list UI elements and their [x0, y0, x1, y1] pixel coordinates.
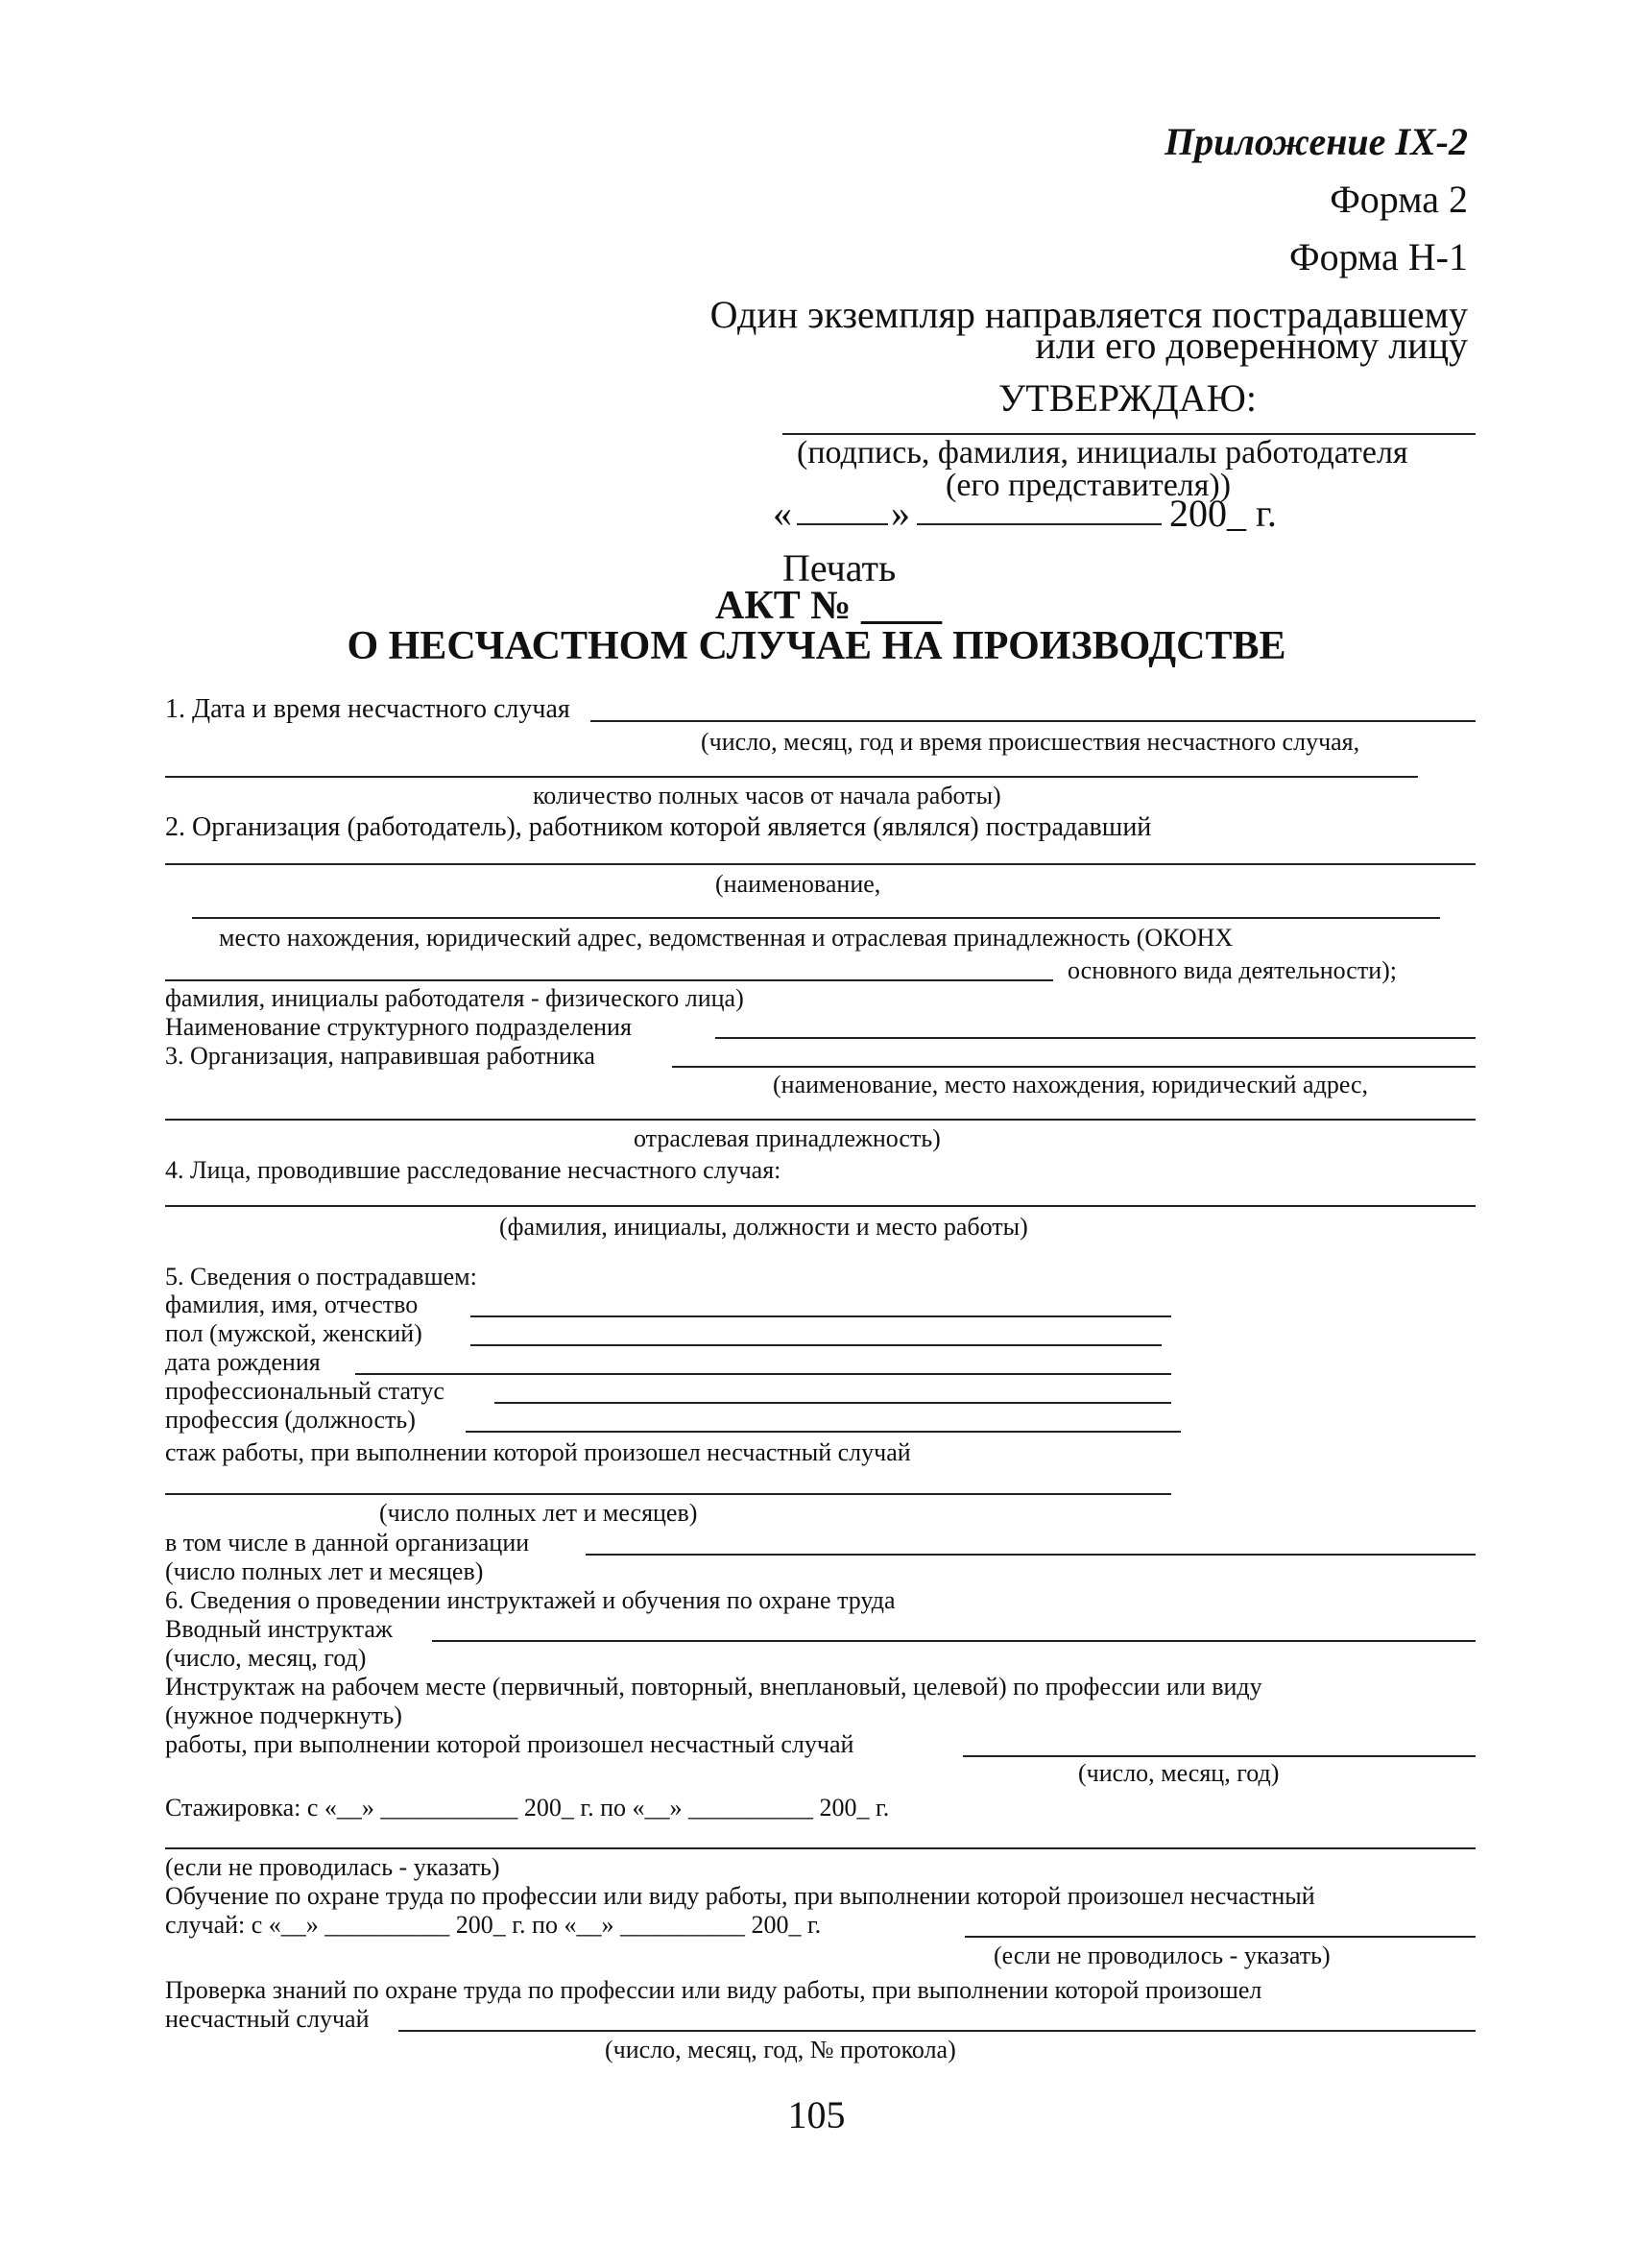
field-6-work-line-1: Инструктаж на рабочем месте (первичный, повторный, внеплановый, целевой) по профессии или виду: [165, 1673, 1262, 1701]
page-number: 105: [787, 2093, 846, 2136]
act-number: АКТ № ____: [715, 584, 943, 628]
field-5-profession-label: профессия (должность): [165, 1406, 416, 1434]
field-6-intro-label: Вводный инструктаж: [165, 1615, 393, 1643]
field-6-training-line-2: случай: с «__» __________ 200_ г. по «__» __________ 200_ г.: [165, 1911, 822, 1939]
field-6-internship-line: [165, 1847, 1476, 1849]
date-year: 200_ г.: [1169, 492, 1277, 535]
field-5-label: 5. Сведения о пострадавшем:: [165, 1263, 477, 1291]
field-2-hint-3: основного вида деятельности);: [1068, 956, 1397, 984]
field-1-line: [590, 720, 1476, 722]
date-day-line: [797, 523, 888, 525]
field-5-status-line: [494, 1402, 1171, 1404]
date-month-line: [917, 523, 1162, 525]
field-3-line: [672, 1066, 1476, 1068]
field-1-label: 1. Дата и время несчастного случая: [165, 694, 570, 724]
field-5-experience-line: [165, 1493, 1171, 1495]
form-2-label: Форма 2: [1330, 178, 1468, 221]
field-6-check-hint: (число, месяц, год, № протокола): [605, 2036, 956, 2063]
field-6-training-line: [965, 1936, 1476, 1938]
approve-heading: УТВЕРЖДАЮ:: [998, 376, 1257, 420]
field-4-label: 4. Лица, проводившие расследование несчастного случая:: [165, 1156, 781, 1184]
field-6-internship-hint: (если не проводилась - указать): [165, 1853, 500, 1881]
field-3-label: 3. Организация, направившая работника: [165, 1042, 595, 1070]
field-2-line-2: [192, 917, 1440, 919]
field-6-internship: Стажировка: с «__» ___________ 200_ г. по «__» __________ 200_ г.: [165, 1794, 890, 1822]
field-6-check-line-1: Проверка знаний по охране труда по профессии или виду работы, при выполнении которой произошел: [165, 1976, 1262, 2004]
field-2-label: 2. Организация (работодатель), работником которой является (являлся) пострадавший: [165, 812, 1152, 842]
appendix-label: Приложение IX-2: [1165, 120, 1468, 163]
field-1-hint-2: количество полных часов от начала работы): [533, 782, 1001, 809]
signature-hint-2: (его представителя)): [946, 468, 1232, 503]
field-6-training-line-1: Обучение по охране труда по профессии или виду работы, при выполнении которой произошел несчастный: [165, 1882, 1315, 1910]
field-6-intro-hint: (число, месяц, год): [165, 1644, 367, 1672]
copy-note-line-1: Один экземпляр направляется пострадавшему: [709, 293, 1468, 336]
field-1-line-2: [165, 776, 1418, 778]
field-5-in-org-label: в том числе в данной организации: [165, 1529, 530, 1556]
field-6-intro-line: [432, 1640, 1476, 1642]
field-6-work-line: [963, 1755, 1476, 1757]
field-2-hint-4: фамилия, инициалы работодателя - физического лица): [165, 984, 744, 1012]
field-4-hint: (фамилия, инициалы, должности и место работы): [499, 1213, 1028, 1241]
field-1-hint-1: (число, месяц, год и время происшествия несчастного случая,: [701, 728, 1360, 756]
field-5-name-label: фамилия, имя, отчество: [165, 1291, 419, 1318]
field-6-label: 6. Сведения о проведении инструктажей и обучения по охране труда: [165, 1586, 896, 1614]
field-6-training-hint: (если не проводилось - указать): [994, 1942, 1331, 1969]
field-5-in-org-hint: (число полных лет и месяцев): [165, 1557, 484, 1585]
field-6-check-line: [398, 2030, 1476, 2032]
field-5-profession-line: [466, 1431, 1181, 1433]
field-5-status-label: профессиональный статус: [165, 1377, 444, 1405]
field-2-subdivision-line: [715, 1037, 1476, 1039]
act-title: О НЕСЧАСТНОМ СЛУЧАЕ НА ПРОИЗВОДСТВЕ: [347, 624, 1286, 668]
field-5-experience-hint: (число полных лет и месяцев): [379, 1499, 698, 1527]
field-3-hint-2: отраслевая принадлежность): [634, 1124, 941, 1152]
field-5-name-line: [470, 1315, 1171, 1317]
form-n1-label: Форма Н-1: [1289, 235, 1468, 278]
field-5-in-org-line: [586, 1554, 1476, 1556]
field-5-birth-line: [355, 1373, 1171, 1375]
field-6-work-hint: (число, месяц, год): [1078, 1759, 1280, 1787]
field-5-sex-line: [470, 1344, 1162, 1346]
stamp-label: Печать: [782, 546, 897, 590]
field-5-sex-label: пол (мужской, женский): [165, 1319, 422, 1347]
signature-hint-1: (подпись, фамилия, инициалы работодателя: [797, 435, 1408, 470]
field-3-hint-1: (наименование, место нахождения, юридический адрес,: [773, 1071, 1369, 1098]
field-6-work-line-2: (нужное подчеркнуть): [165, 1701, 402, 1729]
field-5-birth-label: дата рождения: [165, 1348, 321, 1376]
field-6-work-line-3: работы, при выполнении которой произошел несчастный случай: [165, 1730, 854, 1758]
field-4-line: [165, 1205, 1476, 1207]
date-close-quote: »: [891, 492, 910, 535]
field-3-line-2: [165, 1119, 1476, 1121]
field-6-check-line-2: несчастный случай: [165, 2005, 370, 2033]
field-2-hint-2: место нахождения, юридический адрес, ведомственная и отраслевая принадлежность (ОКОНХ: [219, 924, 1234, 952]
date-open-quote: «: [773, 492, 792, 535]
field-2-hint-1: (наименование,: [715, 870, 881, 898]
field-5-experience-label: стаж работы, при выполнении которой произошел несчастный случай: [165, 1438, 911, 1466]
copy-note-line-2: или его доверенному лицу: [1035, 324, 1468, 367]
field-2-line-1: [165, 863, 1476, 865]
field-2-subdivision-label: Наименование структурного подразделения: [165, 1013, 632, 1041]
field-2-line-3: [165, 979, 1053, 981]
